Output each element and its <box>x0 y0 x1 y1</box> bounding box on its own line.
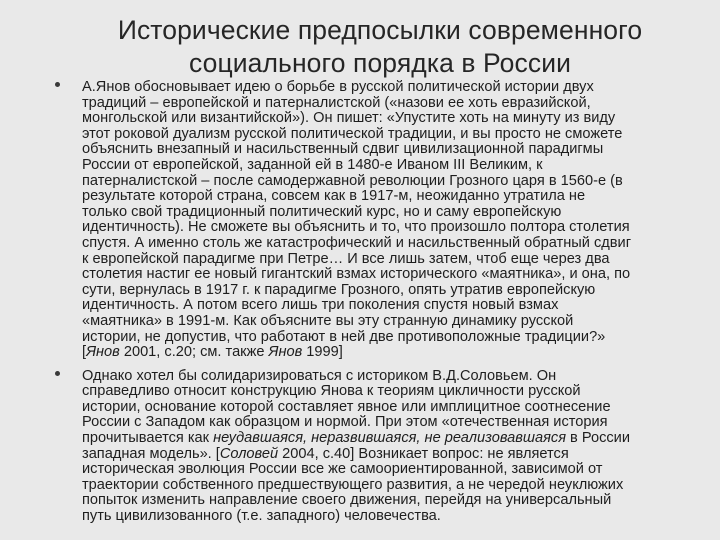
text-line: этот роковой дуализм русской политической традиции, и вы просто не сможете <box>82 125 623 142</box>
text-line: России от европейской, заданной ей в 1480-е Иваном III Великим, к <box>82 156 543 173</box>
text-line: «маятника» в 1991-м. Как объясните вы эту странную динамику русской <box>82 312 574 329</box>
text-line: сути, вернулась в 1917 г. к парадигме Грозного, опять утратив европейскую <box>82 281 596 298</box>
text-line: результате которой страна, совсем как в 1917-м, неожиданно утратила не <box>82 188 586 205</box>
text-line: историческая эволюция России все же самоориентированной, зависимой от <box>82 461 603 478</box>
citation-text: 2001, с.20; см. также <box>119 344 269 361</box>
text-line: монгольской или византийской»). Он пишет: «Упустите хоть на минуту из виду <box>82 110 616 127</box>
bullet-paragraph-1 <box>82 80 706 361</box>
title-line-1: Исторические предпосылки современного <box>117 15 643 45</box>
text-line: истории, основание которой составляет явное или имплицитное соотнесение <box>82 398 611 415</box>
text-line: спустя. А именно столь же катастрофический и насильственный обратный сдвиг <box>82 234 632 251</box>
text-line: попыток изменить направление своего движения, перейдя на универсальный <box>82 492 612 509</box>
text-span: 2004, с.40] Возникает вопрос: не является <box>278 445 569 462</box>
bullet-icon <box>55 82 60 87</box>
text-line: истории, не допустив, что работают в ней две противоположные традиции?» <box>82 328 606 345</box>
citation-text: 1999] <box>302 344 343 361</box>
title-line-2: социального порядка в России <box>188 48 572 78</box>
text-span: прочитывается как <box>82 430 214 447</box>
slide-title <box>60 14 700 80</box>
text-line: объяснить внезапный и насильственный сдвиг цивилизационной парадигмы <box>82 141 604 158</box>
text-line: только свой традиционный политический курс, но и саму европейскую <box>82 203 562 220</box>
citation-author: Соловей <box>219 445 279 462</box>
bullet-icon <box>55 371 60 376</box>
text-line: патерналистской – после самодержавной революции Грозного царя в 1560-е (в <box>82 172 623 189</box>
text-line <box>82 447 706 463</box>
text-line: традиций – европейской и патерналистской («назови ее хоть евразийской, <box>82 94 591 111</box>
text-line: к европейской парадигме при Петре… И все лишь затем, чтоб еще через два <box>82 250 610 267</box>
text-line: траектории собственного предшествующего развития, а не чередой неуклюжих <box>82 476 624 493</box>
text-line: идентичность). Не сможете вы объяснить и то, что произошло полтора столетия <box>82 219 630 236</box>
bullet-paragraph-2 <box>82 369 706 525</box>
emphasis-text: неудавшаяся, неразвившаяся, не реализовавшаяся <box>213 430 566 447</box>
citation-author: Янов <box>86 344 120 361</box>
citation-author: Янов <box>268 344 303 361</box>
text-span: западная модель». [ <box>82 445 220 462</box>
text-span: в России <box>566 430 630 447</box>
text-line: справедливо относит конструкцию Янова к теориям цикличности русской <box>82 383 581 400</box>
text-line: путь цивилизованного (т.е. западного) человечества. <box>82 508 441 525</box>
citation-line <box>82 345 706 361</box>
text-line: столетия настиг ее новый гигантский взмах исторического «маятника», и она, по <box>82 266 631 283</box>
text-line: России с Западом как образцом и нормой. При этом «отечественная история <box>82 414 608 431</box>
text-line: А.Янов обосновывает идею о борьбе в русской политической истории двух <box>82 79 594 95</box>
citation-open: [ <box>82 344 87 361</box>
text-line: Однако хотел бы солидаризироваться с историком В.Д.Соловьем. Он <box>82 367 557 384</box>
text-line <box>82 431 706 447</box>
slide-content <box>82 80 706 533</box>
text-line: идентичность. А потом всего лишь три поколения спустя новый взмах <box>82 297 559 314</box>
